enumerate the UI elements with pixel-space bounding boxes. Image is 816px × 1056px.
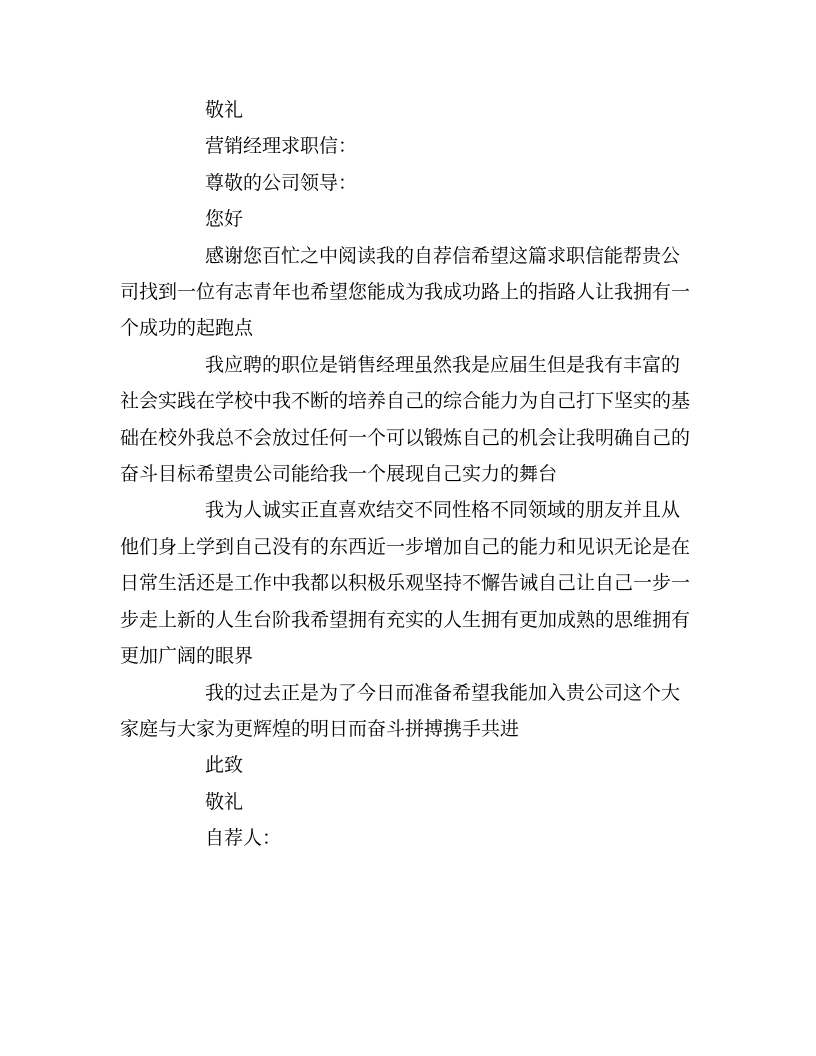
paragraph-position: 我应聘的职位是销售经理虽然我是应届生但是我有丰富的社会实践在学校中我不断的培养自己的综合能力为自己打下坚实的基础在校外我总不会放过任何一个可以锻炼自己的机会让我明确自己的奋斗目标希望贵公司能给我一个展现自己实力的舞台 xyxy=(120,353,691,486)
signature-line: 自荐人： xyxy=(205,827,282,850)
paragraph-thanks: 感谢您百忙之中阅读我的自荐信希望这篇求职信能帮贵公司找到一位有志青年也希望您能成为我成功路上的指路人让我拥有一个成功的起跑点 xyxy=(120,244,691,340)
closing-regards: 此致 xyxy=(205,754,244,777)
paragraph-character: 我为人诚实正直喜欢结交不同性格不同领域的朋友并且从他们身上学到自己没有的东西近一步增加自己的能力和见识无论是在日常生活还是工作中我都以积极乐观坚持不懈告诫自己让自己一步一步走上新的人生台阶我希望拥有充实的人生拥有更加成熟的思维拥有更加广阔的眼界 xyxy=(120,499,691,668)
greeting: 尊敬的公司领导： xyxy=(205,171,358,194)
closing-salute: 敬礼 xyxy=(205,790,244,813)
hello-line: 您好 xyxy=(205,208,244,231)
paragraph-future: 我的过去正是为了今日而准备希望我能加入贵公司这个大家庭与大家为更辉煌的明日而奋斗拼搏携手共进 xyxy=(120,681,681,740)
opening-salute: 敬礼 xyxy=(205,99,244,121)
letter-title: 营销经理求职信： xyxy=(205,135,358,158)
letter-body xyxy=(120,92,698,857)
